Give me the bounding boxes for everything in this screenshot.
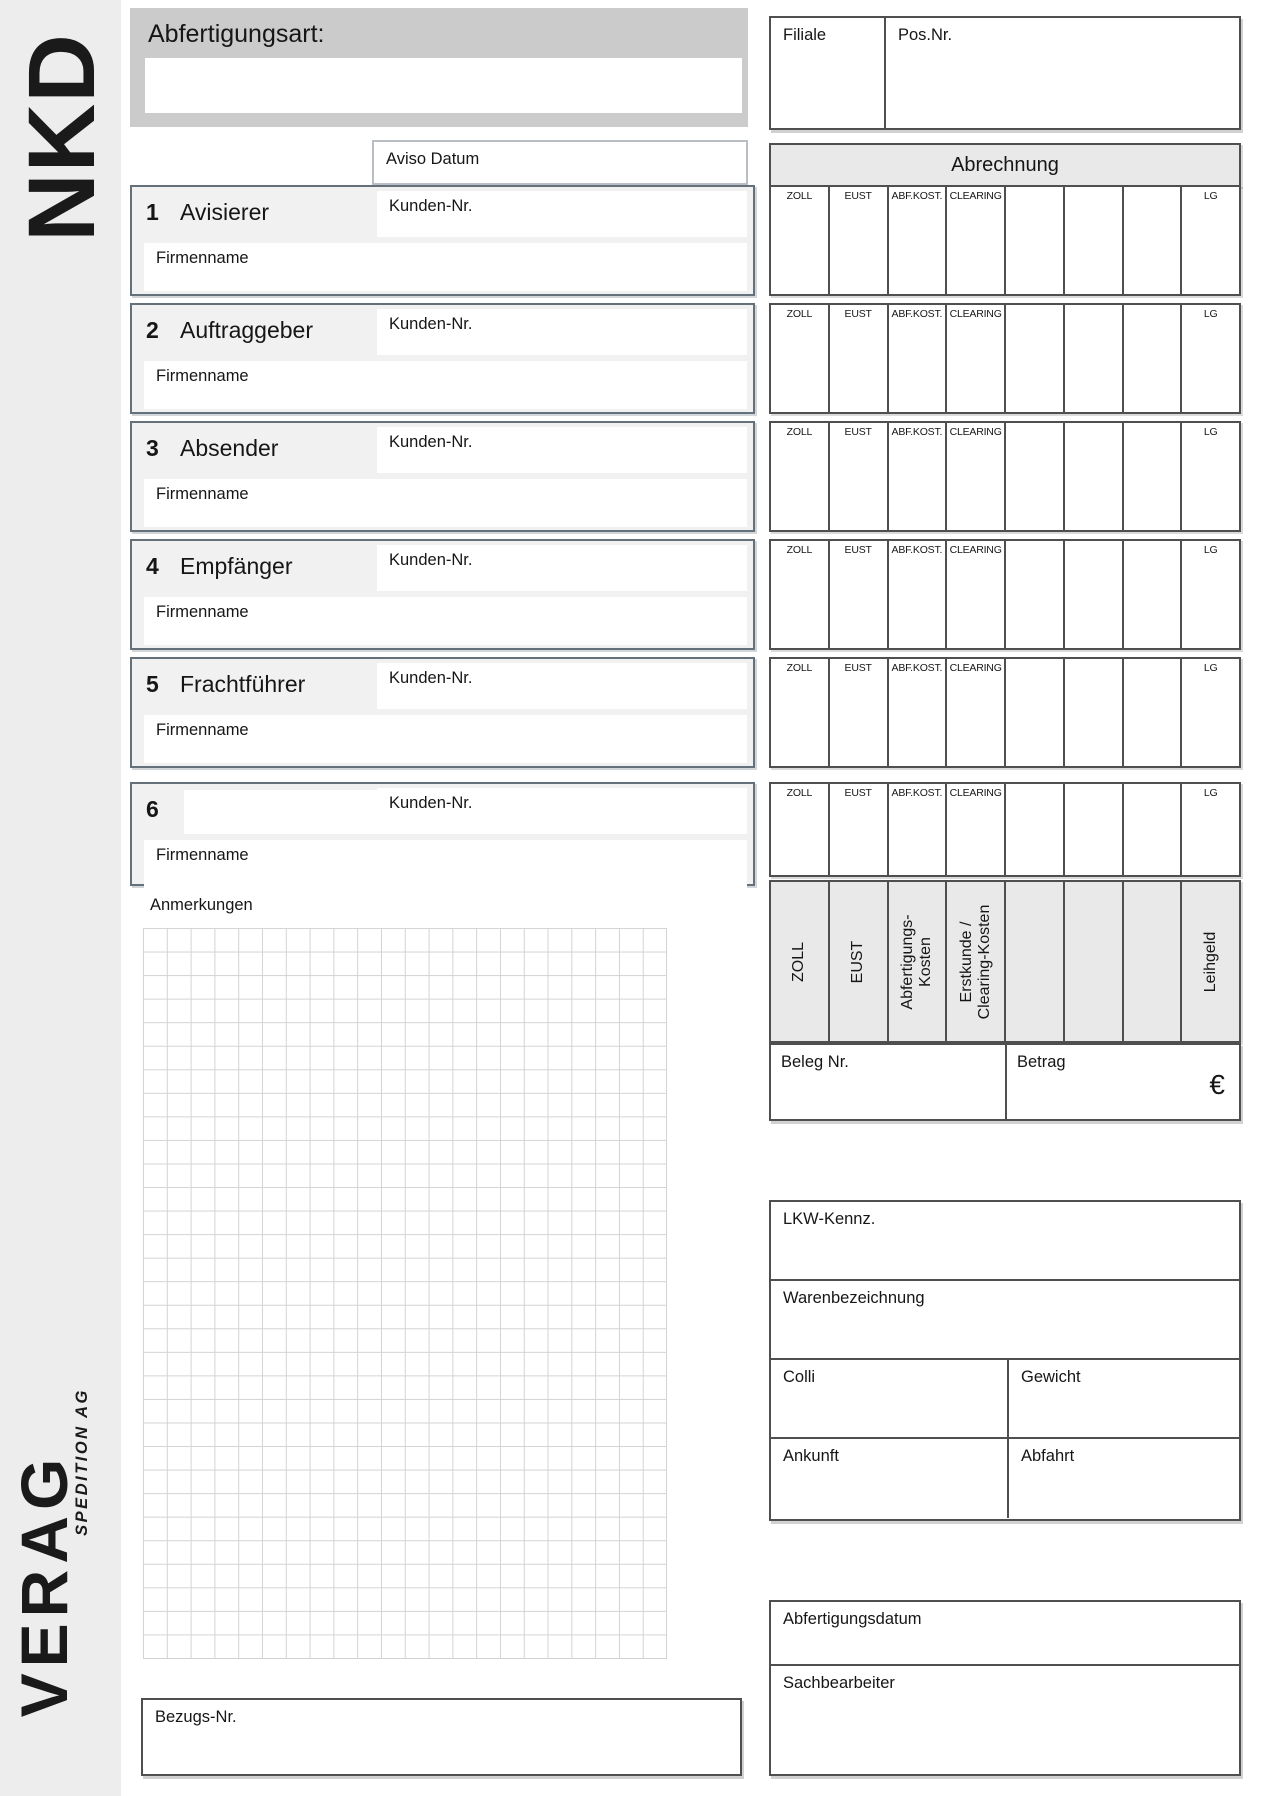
abrechnung-header: Abrechnung — [769, 143, 1241, 187]
section-six — [130, 782, 755, 886]
section-title: Avisierer — [180, 199, 270, 225]
abrechnung-cell[interactable] — [1124, 423, 1183, 530]
section-avisierer — [130, 185, 755, 296]
col-label: ZOLL — [786, 308, 813, 320]
col-label — [1065, 305, 1122, 308]
section-title: Auftraggeber — [180, 317, 313, 343]
col-label: ZOLL — [786, 544, 813, 556]
abrechnung-row-5 — [769, 657, 1241, 768]
legend-zoll — [771, 882, 830, 1041]
kunden-nr-field[interactable] — [377, 545, 747, 591]
abrechnung-cell[interactable] — [1065, 305, 1124, 412]
firmenname-label: Firmenname — [156, 367, 249, 385]
section-empfaenger — [130, 539, 755, 650]
abfertigungsdatum-field[interactable] — [771, 1602, 1239, 1666]
col-label: EUST — [844, 544, 872, 556]
nkd-logo: NKD — [9, 33, 115, 242]
abrechnung-cell[interactable] — [1065, 784, 1124, 875]
abfahrt-field[interactable] — [1009, 1439, 1239, 1518]
legend-cell — [1124, 882, 1183, 1041]
ankunft-field[interactable] — [771, 1439, 1009, 1518]
col-label: CLEARING — [949, 662, 1002, 674]
abrechnung-cell-abfkost[interactable] — [889, 784, 948, 875]
firmenname-label: Firmenname — [156, 846, 249, 864]
firmenname-field[interactable] — [144, 840, 747, 888]
abrechnung-cell[interactable] — [1124, 305, 1183, 412]
col-label: ABF.KOST. — [891, 426, 943, 438]
lkw-kennz-label: LKW-Kennz. — [783, 1210, 876, 1228]
col-label: ZOLL — [786, 426, 813, 438]
shipment-details-box — [769, 1200, 1241, 1521]
filiale-posnr-box — [769, 16, 1241, 130]
col-label: ABF.KOST. — [891, 662, 943, 674]
posnr-label: Pos.Nr. — [898, 26, 953, 44]
kunden-nr-label: Kunden-Nr. — [389, 197, 473, 215]
anmerkungen-grid[interactable] — [143, 928, 667, 1659]
abrechnung-cell-abfkost[interactable] — [889, 187, 948, 294]
firmenname-field[interactable] — [144, 361, 747, 409]
abrechnung-row-4 — [769, 539, 1241, 650]
aviso-datum-field[interactable] — [372, 140, 748, 185]
betrag-field[interactable] — [1007, 1045, 1239, 1119]
col-label: EUST — [844, 190, 872, 202]
firmenname-field[interactable] — [144, 597, 747, 645]
firmenname-label: Firmenname — [156, 721, 249, 739]
col-label: ABF.KOST. — [891, 308, 943, 320]
abrechnung-cell-lg[interactable] — [1182, 305, 1239, 412]
abrechnung-cell-clearing[interactable] — [947, 541, 1006, 648]
colli-field[interactable] — [771, 1360, 1009, 1437]
abrechnung-cell-eust[interactable] — [830, 187, 889, 294]
col-label: EUST — [844, 426, 872, 438]
legend-label: EUST — [849, 940, 867, 983]
col-label: EUST — [844, 662, 872, 674]
kunden-nr-field[interactable] — [377, 663, 747, 709]
section-number: 6 — [146, 796, 159, 822]
sachbearbeiter-label: Sachbearbeiter — [783, 1674, 895, 1692]
legend-leihgeld — [1182, 882, 1239, 1041]
abrechnung-cell-zoll[interactable] — [771, 305, 830, 412]
col-label: LG — [1203, 190, 1218, 202]
abrechnung-cell[interactable] — [1124, 187, 1183, 294]
col-label — [1006, 305, 1063, 308]
abrechnung-cell-zoll[interactable] — [771, 187, 830, 294]
bezugs-nr-field[interactable] — [141, 1698, 742, 1776]
col-label — [1065, 784, 1122, 787]
abrechnung-cell-abfkost[interactable] — [889, 305, 948, 412]
col-label — [1124, 305, 1181, 308]
abrechnung-cell[interactable] — [1065, 659, 1124, 766]
abfertigungsart-label: Abfertigungsart: — [148, 20, 325, 48]
abrechnung-cell-eust[interactable] — [830, 541, 889, 648]
legend-abfertigungskosten — [889, 882, 948, 1041]
warenbezeichnung-label: Warenbezeichnung — [783, 1289, 925, 1307]
abrechnung-cell-lg[interactable] — [1182, 784, 1239, 875]
kunden-nr-label: Kunden-Nr. — [389, 794, 473, 812]
spedition-ag-logo: SPEDITION AG — [73, 1388, 91, 1536]
abrechnung-cell[interactable] — [1006, 423, 1065, 530]
abrechnung-cell-lg[interactable] — [1182, 423, 1239, 530]
abfertigungsart-input[interactable] — [145, 58, 742, 113]
col-label: CLEARING — [949, 308, 1002, 320]
legend-label: ZOLL — [790, 941, 808, 982]
firmenname-label: Firmenname — [156, 249, 249, 267]
col-label: EUST — [844, 787, 872, 799]
party-type-field[interactable] — [184, 790, 379, 834]
ankunft-label: Ankunft — [783, 1447, 839, 1465]
abfahrt-label: Abfahrt — [1021, 1447, 1075, 1465]
abrechnung-cell[interactable] — [1006, 541, 1065, 648]
col-label — [1006, 541, 1063, 544]
gewicht-label: Gewicht — [1021, 1368, 1081, 1386]
abrechnung-cell-zoll[interactable] — [771, 541, 830, 648]
abrechnung-row-2 — [769, 303, 1241, 414]
aviso-datum-label: Aviso Datum — [386, 150, 480, 168]
section-title: Empfänger — [180, 553, 293, 579]
col-label: LG — [1203, 662, 1218, 674]
processing-box — [769, 1600, 1241, 1776]
abrechnung-cell[interactable] — [1065, 187, 1124, 294]
legend-label: Leihgeld — [1201, 931, 1219, 992]
abrechnung-cell[interactable] — [1065, 541, 1124, 648]
section-title: Frachtführer — [180, 671, 306, 697]
colli-gewicht-row — [771, 1360, 1239, 1439]
abfertigungsart-box — [130, 8, 748, 127]
abrechnung-cell-clearing[interactable] — [947, 784, 1006, 875]
abrechnung-cell-eust[interactable] — [830, 305, 889, 412]
ankunft-abfahrt-row — [771, 1439, 1239, 1518]
legend-clearingkosten — [947, 882, 1006, 1041]
col-label — [1065, 423, 1122, 426]
legend-cell — [1065, 882, 1124, 1041]
section-auftraggeber — [130, 303, 755, 414]
abrechnung-cell[interactable] — [1006, 659, 1065, 766]
col-label: CLEARING — [949, 787, 1002, 799]
abrechnung-cell[interactable] — [1006, 784, 1065, 875]
abrechnung-cell-clearing[interactable] — [947, 305, 1006, 412]
abrechnung-cell-zoll[interactable] — [771, 784, 830, 875]
col-label — [1065, 659, 1122, 662]
col-label — [1006, 659, 1063, 662]
kunden-nr-field[interactable] — [377, 788, 747, 834]
abrechnung-cell-eust[interactable] — [830, 659, 889, 766]
col-label: ZOLL — [786, 190, 813, 202]
section-number: 4 — [146, 553, 159, 579]
sachbearbeiter-field[interactable] — [771, 1666, 1239, 1772]
firmenname-field[interactable] — [144, 479, 747, 527]
legend-eust — [830, 882, 889, 1041]
col-label: ZOLL — [786, 662, 813, 674]
section-number: 3 — [146, 435, 159, 461]
euro-sign: € — [1209, 1069, 1225, 1100]
firmenname-label: Firmenname — [156, 603, 249, 621]
col-label — [1124, 659, 1181, 662]
col-label — [1065, 541, 1122, 544]
abrechnung-cell-clearing[interactable] — [947, 187, 1006, 294]
abrechnung-cell-zoll[interactable] — [771, 659, 830, 766]
kunden-nr-label: Kunden-Nr. — [389, 551, 473, 569]
abrechnung-cell[interactable] — [1006, 305, 1065, 412]
col-label — [1124, 423, 1181, 426]
abrechnung-cell[interactable] — [1006, 187, 1065, 294]
col-label — [1006, 784, 1063, 787]
filiale-field[interactable] — [771, 18, 886, 128]
col-label: EUST — [844, 308, 872, 320]
col-label: LG — [1203, 787, 1218, 799]
abrechnung-row-6 — [769, 782, 1241, 877]
verag-logo: VERAG — [7, 1452, 81, 1718]
abrechnung-cell[interactable] — [1065, 423, 1124, 530]
section-title: Absender — [180, 435, 279, 461]
kunden-nr-label: Kunden-Nr. — [389, 315, 473, 333]
posnr-field[interactable] — [886, 18, 1239, 128]
firmenname-label: Firmenname — [156, 485, 249, 503]
abrechnung-cell[interactable] — [1124, 541, 1183, 648]
col-label: ABF.KOST. — [891, 190, 943, 202]
beleg-nr-label: Beleg Nr. — [781, 1053, 849, 1071]
gewicht-field[interactable] — [1009, 1360, 1239, 1437]
col-label: ABF.KOST. — [891, 787, 943, 799]
abrechnung-cell-lg[interactable] — [1182, 187, 1239, 294]
abrechnung-cell[interactable] — [1124, 784, 1183, 875]
legend-label: Abfertigungs- Kosten — [898, 913, 934, 1010]
warenbezeichnung-field[interactable] — [771, 1281, 1239, 1360]
col-label: CLEARING — [949, 426, 1002, 438]
anmerkungen-label: Anmerkungen — [150, 896, 253, 914]
col-label: LG — [1203, 426, 1218, 438]
col-label — [1006, 187, 1063, 190]
kunden-nr-label: Kunden-Nr. — [389, 433, 473, 451]
section-number: 5 — [146, 671, 159, 697]
abrechnung-row-1 — [769, 185, 1241, 296]
section-number: 1 — [146, 199, 159, 225]
beleg-betrag-box — [769, 1043, 1241, 1121]
col-label — [1124, 784, 1181, 787]
col-label — [1006, 423, 1063, 426]
filiale-label: Filiale — [783, 26, 827, 44]
abrechnung-cell-clearing[interactable] — [947, 659, 1006, 766]
kunden-nr-field[interactable] — [377, 309, 747, 355]
section-number: 2 — [146, 317, 159, 343]
abrechnung-cell-abfkost[interactable] — [889, 541, 948, 648]
colli-label: Colli — [783, 1368, 816, 1386]
section-absender — [130, 421, 755, 532]
kunden-nr-field[interactable] — [377, 427, 747, 473]
abrechnung-cell[interactable] — [1124, 659, 1183, 766]
col-label: LG — [1203, 308, 1218, 320]
col-label: ZOLL — [786, 787, 813, 799]
col-label — [1124, 541, 1181, 544]
col-label: CLEARING — [949, 190, 1002, 202]
bezugs-nr-label: Bezugs-Nr. — [155, 1708, 237, 1726]
col-label — [1124, 187, 1181, 190]
col-label: LG — [1203, 544, 1218, 556]
abrechnung-cell-lg[interactable] — [1182, 541, 1239, 648]
firmenname-field[interactable] — [144, 715, 747, 763]
abrechnung-cell-eust[interactable] — [830, 784, 889, 875]
abrechnung-cell-zoll[interactable] — [771, 423, 830, 530]
betrag-label: Betrag — [1017, 1053, 1066, 1071]
section-frachtfuehrer — [130, 657, 755, 768]
abfertigungsdatum-label: Abfertigungsdatum — [783, 1610, 922, 1628]
beleg-nr-field[interactable] — [771, 1045, 1007, 1119]
abrechnung-cell-lg[interactable] — [1182, 659, 1239, 766]
firmenname-field[interactable] — [144, 243, 747, 291]
col-label: ABF.KOST. — [891, 544, 943, 556]
abrechnung-cell-abfkost[interactable] — [889, 423, 948, 530]
abrechnung-row-3 — [769, 421, 1241, 532]
col-label — [1065, 187, 1122, 190]
lkw-kennz-field[interactable] — [771, 1202, 1239, 1281]
abrechnung-cell-abfkost[interactable] — [889, 659, 948, 766]
abrechnung-cell-eust[interactable] — [830, 423, 889, 530]
kunden-nr-label: Kunden-Nr. — [389, 669, 473, 687]
col-label: CLEARING — [949, 544, 1002, 556]
legend-cell — [1006, 882, 1065, 1041]
legend-label: Erstkunde / Clearing-Kosten — [957, 904, 993, 1019]
abrechnung-cell-clearing[interactable] — [947, 423, 1006, 530]
abrechnung-legend-row — [769, 880, 1241, 1043]
kunden-nr-field[interactable] — [377, 191, 747, 237]
